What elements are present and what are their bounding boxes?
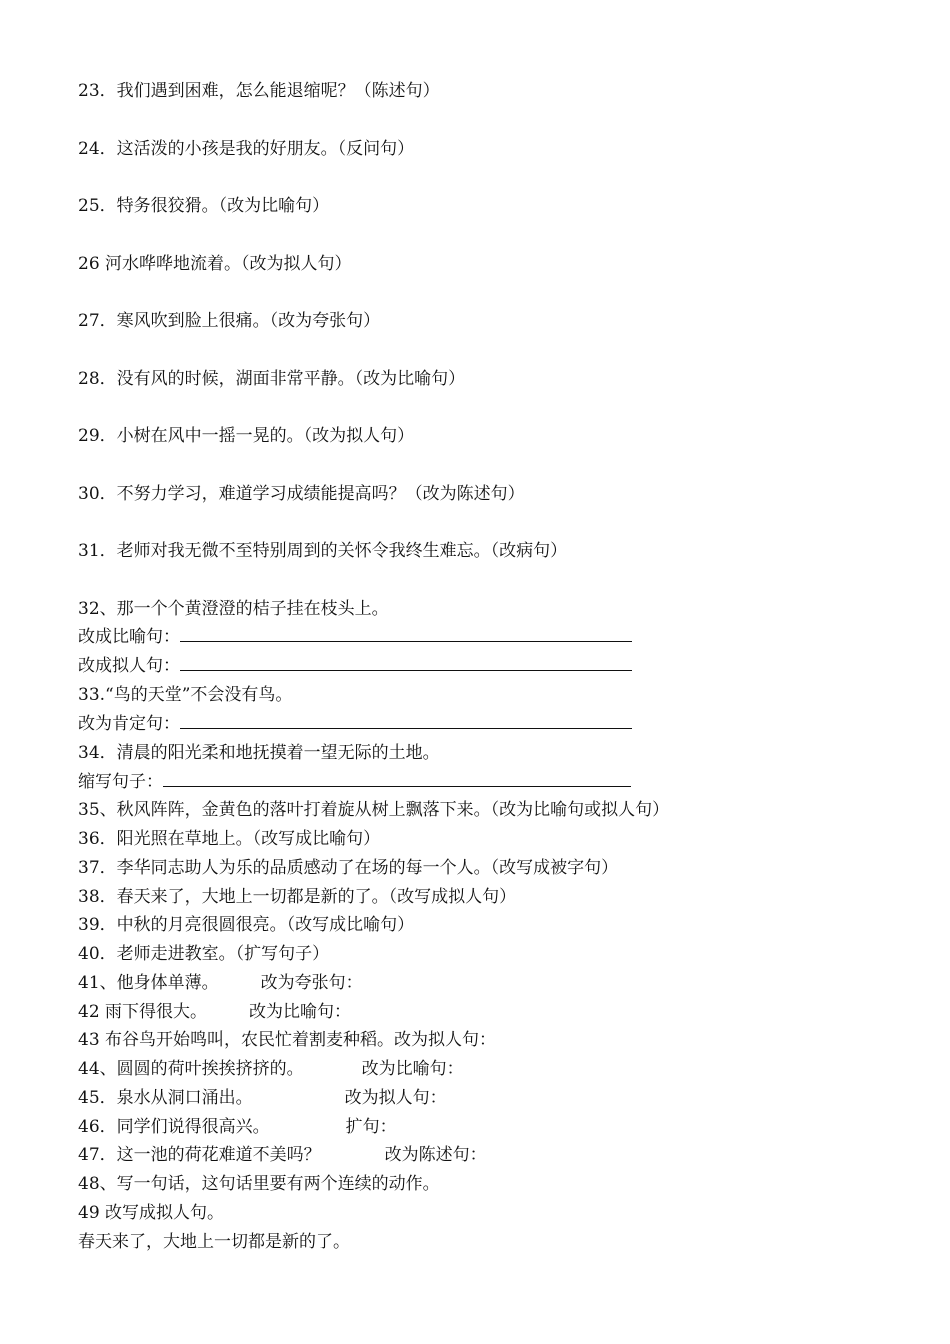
answer-blank[interactable]: [180, 626, 632, 642]
spaced-question: 24．这活泼的小孩是我的好朋友。（反问句）: [78, 139, 415, 159]
question-39: 39．中秋的月亮很圆很亮。（改写成比喻句）: [78, 915, 415, 935]
task-text: 改为陈述句：: [384, 1145, 487, 1165]
task-text: 改为夸张句：: [260, 973, 363, 993]
answer-blank[interactable]: [180, 713, 632, 729]
spaced-question: 31．老师对我无微不至特别周到的关怀令我终生难忘。（改病句）: [78, 541, 568, 561]
question-text: 45．泉水从洞口涌出。: [78, 1088, 253, 1108]
spaced-question: 29．小树在风中一摇一晃的。（改为拟人句）: [78, 426, 415, 446]
question-49-sentence: 春天来了，大地上一切都是新的了。: [78, 1232, 350, 1252]
answer-label: 改成拟人句：: [78, 656, 180, 676]
answer-line: [78, 713, 632, 735]
question-47: [78, 1144, 487, 1166]
spaced-question: 28．没有风的时候，湖面非常平静。（改为比喻句）: [78, 369, 466, 389]
question-38: 38．春天来了，大地上一切都是新的了。（改写成拟人句）: [78, 887, 517, 907]
answer-label: 缩写句子：: [78, 772, 163, 792]
question-46: [78, 1116, 397, 1138]
answer-blank[interactable]: [180, 655, 632, 671]
question-text: 46．同学们说得很高兴。: [78, 1117, 270, 1137]
spaced-question: 23．我们遇到困难，怎么能退缩呢？（陈述句）: [78, 81, 440, 101]
question-text: 44、圆圆的荷叶挨挨挤挤的。: [78, 1059, 304, 1079]
spaced-question: 30．不努力学习，难道学习成绩能提高吗？（改为陈述句）: [78, 484, 525, 504]
question-33: 33.“鸟的天堂”不会没有鸟。: [78, 685, 293, 705]
question-text: 47．这一池的荷花难道不美吗？: [78, 1145, 321, 1165]
spaced-question: 25．特务很狡猾。（改为比喻句）: [78, 196, 330, 216]
answer-label: 改为肯定句：: [78, 714, 180, 734]
question-49: 49 改写成拟人句。: [78, 1203, 225, 1223]
question-42: [78, 1001, 351, 1023]
answer-line: [78, 655, 632, 677]
question-36: 36．阳光照在草地上。（改写成比喻句）: [78, 829, 381, 849]
question-43: [78, 1029, 496, 1051]
question-34: 34．清晨的阳光柔和地抚摸着一望无际的土地。: [78, 743, 440, 763]
answer-label: 改成比喻句：: [78, 627, 180, 647]
task-text: 改为比喻句：: [249, 1002, 352, 1022]
question-32: 32、那一个个黄澄澄的桔子挂在枝头上。: [78, 599, 389, 619]
task-text: 扩句：: [345, 1117, 397, 1137]
question-40: 40．老师走进教室。（扩写句子）: [78, 944, 330, 964]
task-text: 改为拟人句：: [344, 1088, 447, 1108]
answer-line: [78, 771, 631, 793]
question-37: 37．李华同志助人为乐的品质感动了在场的每一个人。（改写成被字句）: [78, 858, 619, 878]
question-45: [78, 1087, 447, 1109]
question-text: 43 布谷鸟开始鸣叫，农民忙着割麦种稻。: [78, 1030, 395, 1050]
task-text: 改为比喻句：: [361, 1059, 464, 1079]
question-text: 42 雨下得很大。: [78, 1002, 208, 1022]
spaced-question: 26 河水哗哗地流着。（改为拟人句）: [78, 254, 352, 274]
spaced-question: 27．寒风吹到脸上很痛。（改为夸张句）: [78, 311, 381, 331]
question-44: [78, 1058, 464, 1080]
question-41: [78, 972, 363, 994]
question-35: 35、秋风阵阵，金黄色的落叶打着旋从树上飘落下来。（改为比喻句或拟人句）: [78, 800, 670, 820]
answer-blank[interactable]: [163, 771, 631, 787]
task-text: 改为拟人句：: [394, 1030, 497, 1050]
question-48: 48、写一句话，这句话里要有两个连续的动作。: [78, 1174, 440, 1194]
answer-line: [78, 626, 632, 648]
question-text: 41、他身体单薄。: [78, 973, 219, 993]
